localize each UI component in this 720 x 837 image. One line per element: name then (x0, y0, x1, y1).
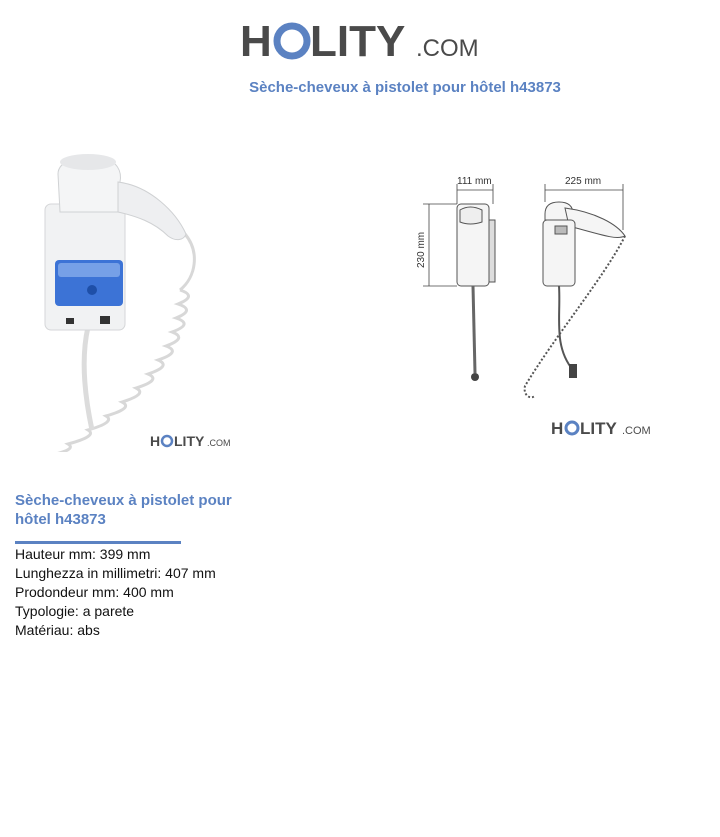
holity-logo (238, 14, 488, 66)
dim-depth-label: 225 mm (565, 176, 602, 187)
title-underline (15, 541, 181, 544)
spec-height: Hauteur mm: 399 mm (15, 546, 151, 562)
svg-text:.COM: .COM (207, 438, 231, 448)
spec-type: Typologie: a parete (15, 603, 135, 619)
svg-text:LITY: LITY (580, 419, 617, 438)
page-title: Sèche-cheveux à pistolet pour hôtel h43873 (249, 79, 561, 96)
spec-length: Lunghezza in millimetri: 407 mm (15, 565, 216, 581)
svg-text:.COM: .COM (622, 425, 651, 437)
product-title: Sèche-cheveux à pistolet pour hôtel h43873 (15, 492, 232, 528)
svg-text:H: H (150, 433, 161, 449)
svg-text:LITY: LITY (310, 17, 406, 66)
svg-text:.COM: .COM (416, 35, 479, 62)
svg-text:H: H (240, 17, 272, 66)
dim-width-label: 111 mm (457, 176, 492, 187)
spec-material: Matériau: abs (15, 622, 100, 638)
dim-height-label: 230 mm (416, 231, 427, 268)
spec-depth: Prodondeur mm: 400 mm (15, 584, 174, 600)
svg-text:H: H (551, 419, 564, 438)
hair-dryer-photo (0, 112, 240, 452)
technical-drawing (405, 168, 665, 448)
spec-list (15, 545, 216, 640)
svg-text:LITY: LITY (174, 433, 205, 449)
